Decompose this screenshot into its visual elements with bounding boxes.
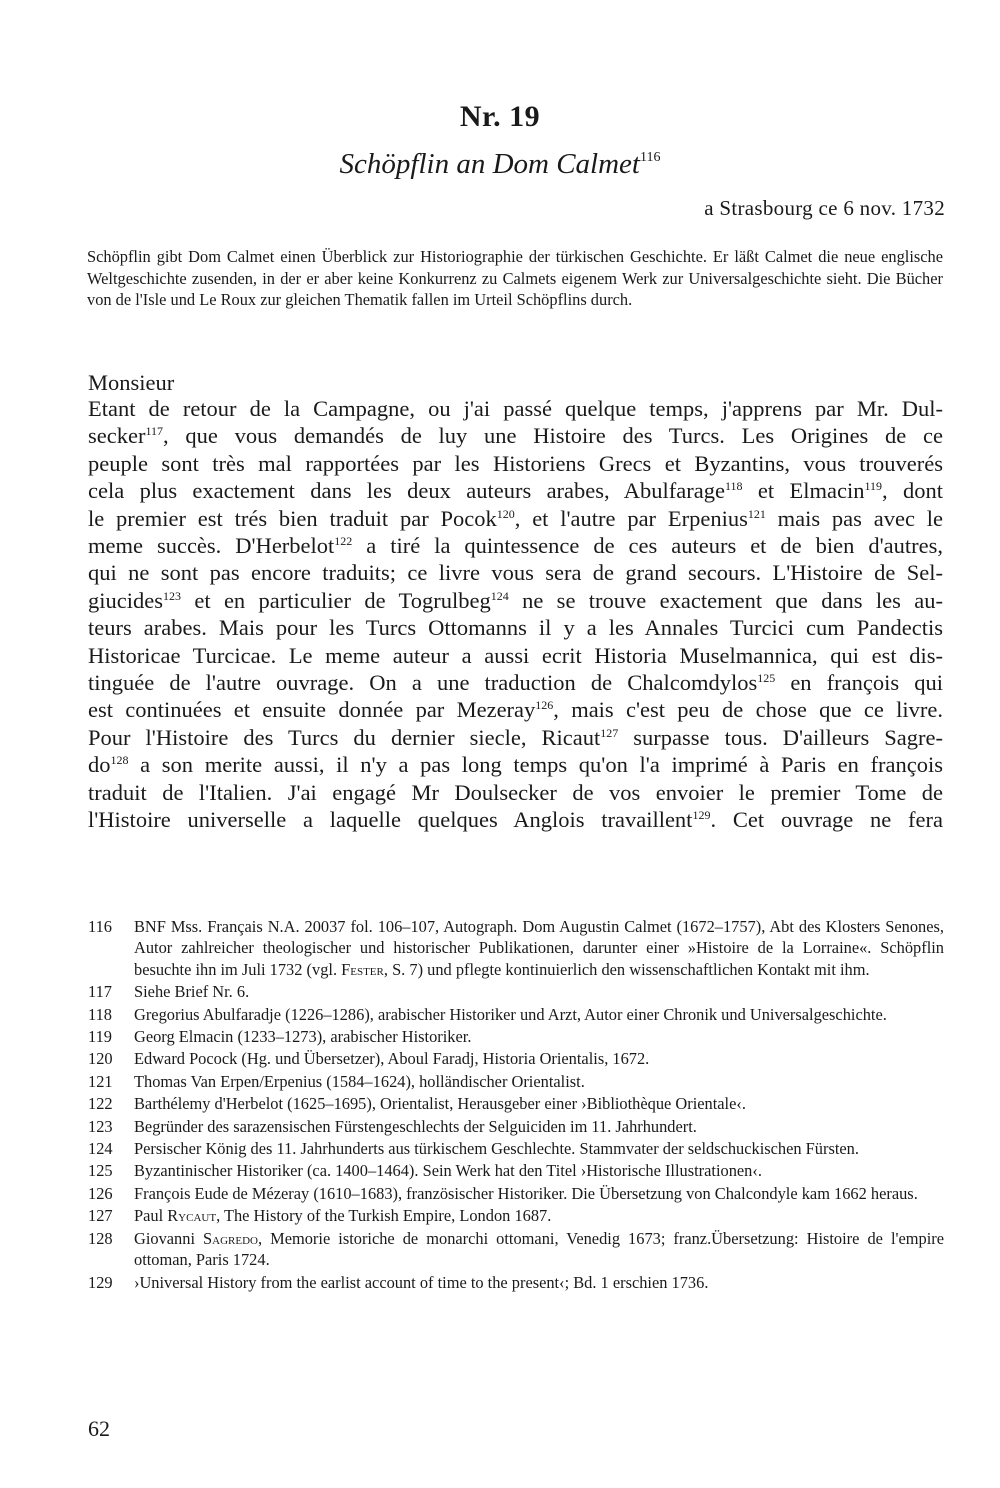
footnote-text-segment: , The History of the Turkish Empire, London 1687.	[216, 1206, 552, 1226]
salutation: Monsieur	[88, 370, 175, 395]
letter-text: et Elmacin	[742, 478, 865, 504]
footnote	[88, 916, 944, 980]
footnote-text-segment: Gregorius Abulfaradje (1226–1286), arabischer Historiker und Arzt, Autor einer Chronik und Universalgeschichte.	[134, 1004, 887, 1024]
letter-line	[88, 724, 943, 751]
footnote-text-segment: Thomas Van Erpen/Erpenius (1584–1624), holländischer Orientalist.	[134, 1071, 585, 1091]
footnote-text	[134, 1272, 944, 1293]
letter-line	[88, 696, 943, 723]
letter-text: tinguée de l'autre ouvrage. On a une traduction de Chalcomdylos	[88, 670, 758, 696]
letter-text: teurs arabes. Mais pour les Turcs Ottomanns il y a les Annales Turcici cum Pandectis	[88, 615, 943, 641]
footnote-text-segment: , S. 7) und pflegte kontinuierlich den wissenschaftlichen Kontakt mit ihm.	[383, 959, 870, 979]
letter-text: traduit de l'Italien. J'ai engagé Mr Doulsecker de vos envoier le premier Tome de	[88, 779, 943, 805]
footnote-text	[134, 981, 944, 1002]
footnote-text	[134, 916, 944, 980]
footnote-ref: 126	[535, 698, 554, 713]
footnote-text-segment: Byzantinischer Historiker (ca. 1400–1464). Sein Werk hat den Titel ›Historische Illustrationen‹.	[134, 1161, 762, 1181]
letter-text: en françois qui	[775, 670, 943, 696]
footnote-text	[134, 1026, 944, 1047]
footnote-number: 116	[88, 917, 112, 936]
footnote-text	[134, 1048, 944, 1069]
letter-text: cela plus exactement dans les deux auteurs arabes, Abulfarage	[88, 478, 725, 504]
footnote-number: 129	[88, 1272, 113, 1292]
footnote-number: 125	[88, 1161, 113, 1181]
letter-text: l'Histoire universelle a laquelle quelques Anglois travaillent	[88, 807, 693, 833]
letter-text: a tiré la quintessence de ces auteurs et de bien d'autres,	[352, 533, 943, 559]
place-date: a Strasbourg ce 6 nov. 1732	[704, 196, 945, 220]
footnote-ref: 122	[334, 534, 353, 549]
letter-line	[88, 806, 943, 833]
letter-text: giucides	[88, 587, 163, 613]
letter-text: mais pas avec le	[765, 505, 943, 531]
footnote	[88, 1272, 944, 1293]
footnote-number: 123	[88, 1116, 113, 1136]
footnote-text-segment: Edward Pocock (Hg. und Übersetzer), Aboul Faradj, Historia Orientalis, 1672.	[134, 1049, 650, 1069]
footnote-ref: 120	[496, 506, 515, 521]
letter-text: ne se trouve exactement que dans les au-	[508, 587, 943, 613]
editorial-summary: Schöpflin gibt Dom Calmet einen Überblick zur Historiographie der türkischen Geschichte. Er läßt Calmet die neue englische Weltgeschichte zusenden, in der er aber keine Konkurrenz zu Calmets eigenem Werk zur Universalgeschichte sieht. Die Bücher von de l'Isle und Le Roux zur gleichen Thematik fallen im Urteil Schöpflins durch.	[87, 247, 943, 309]
footnote-text-segment: Begründer des sarazensischen Fürstengeschlechts der Selguiciden im 11. Jahrhundert.	[134, 1116, 697, 1136]
letter-text: est continuées et ensuite donnée par Mezeray	[88, 697, 536, 723]
letter-line	[88, 532, 943, 559]
footnote-text	[134, 1138, 944, 1159]
footnote-text-segment: Barthélemy d'Herbelot (1625–1695), Orientalist, Herausgeber einer ›Bibliothèque Orientale‹.	[134, 1094, 746, 1114]
footnote-ref: 125	[757, 671, 776, 686]
footnotes	[88, 916, 944, 1294]
footnote-text	[134, 1205, 944, 1226]
letter-text: . Cet ouvrage ne fera	[710, 807, 944, 833]
footnote	[88, 1026, 944, 1047]
footnote	[88, 981, 944, 1002]
author-name-smallcaps: Sagredo	[203, 1228, 258, 1248]
footnote	[88, 1116, 944, 1137]
footnote-text	[134, 1116, 944, 1137]
footnote-ref: 127	[600, 725, 619, 740]
letter-line	[88, 779, 943, 806]
letter-text: secker	[88, 423, 146, 449]
letter-text: Pour l'Histoire des Turcs du dernier siecle, Ricaut	[88, 724, 601, 750]
footnote	[88, 1048, 944, 1069]
letter-text: surpasse tous. D'ailleurs Sagre-	[618, 724, 943, 750]
letter-text: le premier est trés bien traduit par Pocok	[88, 505, 497, 531]
footnote-number: 124	[88, 1139, 113, 1159]
letter-line	[88, 505, 943, 532]
letter-line	[88, 477, 943, 504]
footnote-number: 122	[88, 1094, 113, 1114]
footnote-number: 128	[88, 1228, 113, 1248]
footnote-text	[134, 1228, 944, 1271]
letter-line	[88, 422, 943, 449]
footnote-text	[134, 1071, 944, 1092]
footnote-ref: 119	[864, 479, 883, 494]
letter-line	[88, 751, 943, 778]
letter-line	[88, 614, 943, 641]
footnote	[88, 1093, 944, 1114]
footnote-text-segment: Giovanni	[134, 1228, 204, 1248]
footnote-number: 118	[88, 1004, 112, 1024]
footnote-ref: 129	[692, 808, 711, 823]
author-name-smallcaps: Rycaut	[167, 1206, 217, 1226]
footnote-text	[134, 1093, 944, 1114]
footnote-number: 120	[88, 1049, 113, 1069]
letter-body	[88, 395, 943, 834]
letter-number: Nr. 19	[459, 100, 541, 133]
letter-text: do	[88, 752, 111, 778]
letter-text: , dont	[882, 478, 943, 504]
letter-text: meme succès. D'Herbelot	[88, 533, 335, 559]
footnote-text	[134, 1004, 944, 1025]
footnote	[88, 1160, 944, 1181]
footnote-text-segment: BNF Mss. Français N.A. 20037 fol. 106–107, Autograph. Dom Augustin Calmet (1672–1757), Abt des Klosters Senones, Autor zahlreicher theologischer und historischer Publikationen, darunter einer »Histoire de la Lorraine«. Schöpflin besuchte ihn im Juli 1732 (vgl.	[134, 917, 944, 979]
footnote-text	[134, 1160, 944, 1181]
letter-line	[88, 642, 943, 669]
letter-line	[88, 559, 943, 586]
letter-text: Historicae Turcicae. Le meme auteur a aussi ecrit Historia Muselmannica, qui est dis-	[88, 642, 943, 668]
letter-text: a son merite aussi, il n'y a pas long temps qu'on l'a imprimé à Paris en françois	[128, 752, 943, 778]
footnote-number: 119	[88, 1027, 112, 1047]
footnote	[88, 1183, 944, 1204]
letter-text: peuple sont très mal rapportées par les Historiens Grecs et Byzantins, vous trouverés	[88, 450, 943, 476]
footnote-ref: 128	[110, 753, 129, 768]
author-name-smallcaps: Fester	[341, 959, 384, 979]
page-number: 62	[88, 1416, 110, 1441]
letter-text: , que vous demandés de luy une Histoire des Turcs. Les Origines de ce	[163, 423, 943, 449]
letter-line	[88, 450, 943, 477]
letter-text: et en particulier de Togrulbeg	[180, 587, 491, 613]
footnote-text-segment: ›Universal History from the earlist account of time to the present‹; Bd. 1 erschien 1736.	[134, 1272, 709, 1292]
letter-title-text: Schöpflin an Dom Calmet	[339, 148, 640, 180]
footnote-ref: 118	[724, 479, 743, 494]
footnote-ref: 121	[747, 506, 766, 521]
footnote-text-segment: Persischer König des 11. Jahrhunderts aus türkischem Geschlechte. Stammvater der seldschuckischen Fürsten.	[134, 1139, 859, 1159]
letter-line	[88, 669, 943, 696]
footnote-number: 127	[88, 1206, 113, 1226]
footnote-ref: 117	[145, 424, 164, 439]
letter-line	[88, 395, 943, 422]
letter-title	[0, 148, 1000, 181]
letter-text: , et l'autre par Erpenius	[514, 505, 748, 531]
footnote-text	[134, 1183, 944, 1204]
letter-text: , mais c'est peu de chose que ce livre.	[553, 697, 943, 723]
letter-text: Etant de retour de la Campagne, ou j'ai passé quelque temps, j'apprens par Mr. Dul-	[88, 396, 943, 421]
footnote-ref: 124	[490, 588, 509, 603]
title-footnote-ref: 116	[639, 150, 661, 165]
footnote	[88, 1205, 944, 1226]
footnote-text-segment: Georg Elmacin (1233–1273), arabischer Historiker.	[134, 1027, 472, 1047]
letter-line	[88, 587, 943, 614]
footnote-text-segment: Paul	[134, 1206, 168, 1226]
footnote-ref: 123	[162, 588, 181, 603]
footnote-text-segment: François Eude de Mézeray (1610–1683), französischer Historiker. Die Übersetzung von Chalcondyle kam 1662 heraus.	[134, 1183, 918, 1203]
footnote-number: 121	[88, 1071, 113, 1091]
footnote	[88, 1138, 944, 1159]
footnote	[88, 1071, 944, 1092]
footnote	[88, 1004, 944, 1025]
footnote	[88, 1228, 944, 1271]
footnote-number: 117	[88, 982, 112, 1002]
letter-text: qui ne sont pas encore traduits; ce livre vous sera de grand secours. L'Histoire de Sel-	[88, 560, 943, 586]
footnote-number: 126	[88, 1183, 113, 1203]
footnote-text-segment: , Memorie istoriche de monarchi ottomani, Venedig 1673; franz.Übersetzung: Histoire de l'empire ottoman, Paris 1724.	[134, 1228, 944, 1270]
footnote-text-segment: Siehe Brief Nr. 6.	[134, 982, 250, 1002]
